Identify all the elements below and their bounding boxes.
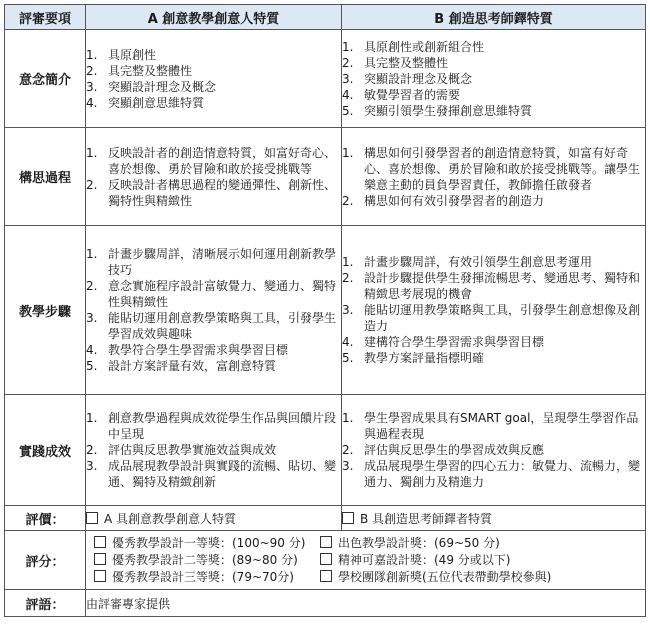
- item-number: 3.: [342, 71, 354, 86]
- list-item: [342, 442, 645, 458]
- row-teaching-steps: [5, 226, 646, 395]
- item-text: 計畫步驟周詳，清晰展示如何運用創新教學技巧: [108, 247, 337, 277]
- eval-option-b[interactable]: [342, 506, 646, 531]
- item-number: 5.: [342, 103, 354, 118]
- eval-option-b-label: B 具創造思考師鐸者特質: [360, 511, 493, 526]
- list-item: [86, 246, 341, 278]
- item-number: 2.: [86, 279, 98, 293]
- item-text: 能貼切運用創意教學策略與工具，引發學生學習成效與趣味: [108, 311, 337, 341]
- item-number: 4.: [86, 95, 98, 110]
- item-text: 反映設計者的創造情意特質，如富好奇心、喜於想像、勇於冒險和敢於接受挑戰等: [108, 145, 337, 176]
- item-number: 5.: [86, 359, 98, 373]
- eval-option-a[interactable]: [86, 506, 342, 531]
- criteria-list: [342, 39, 645, 119]
- rubric-table: [4, 4, 646, 617]
- list-item: [86, 442, 341, 458]
- list-item: [86, 79, 341, 95]
- item-number: 1.: [86, 411, 98, 425]
- list-item: [342, 410, 645, 442]
- score-option[interactable]: [94, 569, 320, 585]
- score-option[interactable]: [320, 535, 637, 551]
- row-evaluation: [5, 506, 646, 531]
- row-label: 實踐成效: [5, 395, 86, 506]
- item-number: 4.: [342, 87, 354, 102]
- item-text: 敏覺學習者的需要: [364, 87, 461, 102]
- item-text: 具原創性或創新組合性: [364, 39, 485, 54]
- item-text: 突顯設計理念及概念: [108, 79, 217, 94]
- item-text: 具完整及整體性: [108, 63, 193, 78]
- item-number: 1.: [86, 47, 98, 62]
- col-a-cell: [86, 128, 342, 226]
- col-a-cell: [86, 226, 342, 395]
- list-item: [86, 95, 341, 111]
- list-item: [342, 193, 645, 209]
- item-text: 評估與反思教學實施效益與成效: [108, 443, 277, 457]
- list-item: [86, 458, 341, 490]
- criteria-list: [86, 47, 341, 111]
- list-item: [342, 87, 645, 103]
- col-b-cell: [342, 226, 646, 395]
- score-option-label: 學校團隊創新獎(五位代表帶動學校參與): [338, 570, 552, 584]
- item-text: 構思如何引發學習者的創造情意特質，如富有好奇心、喜於想像、勇於冒險和敢於接受挑戰等。讓學生樂意主動的員負學習責任，教師擔任啟發者: [364, 145, 641, 192]
- item-number: 3.: [342, 303, 354, 317]
- criteria-list: [86, 145, 341, 209]
- item-text: 突顯創意思維特質: [108, 95, 205, 110]
- row-label: 評價：: [5, 506, 86, 531]
- list-item: [342, 254, 645, 270]
- row-label: 評分：: [5, 531, 86, 590]
- scoring-options: [86, 533, 645, 587]
- header-col-a: A 創意教學創意人特質: [86, 5, 342, 30]
- item-number: 1.: [86, 145, 98, 160]
- item-text: 反映設計者構思過程的變通彈性、創新性、獨特性與精緻性: [108, 177, 337, 208]
- row-scoring: [5, 531, 646, 590]
- list-item: [86, 177, 341, 209]
- criteria-list: [86, 410, 341, 490]
- item-text: 具原創性: [108, 47, 157, 62]
- checkbox[interactable]: [94, 536, 106, 548]
- header-criteria: 評審要項: [5, 5, 86, 30]
- col-a-cell: [86, 30, 342, 128]
- item-text: 成品展現教學設計與實踐的流暢、貼切、變通、獨特及精緻創新: [108, 459, 337, 489]
- row-label: 構思過程: [5, 128, 86, 226]
- item-text: 教學符合學生學習需求與學習目標: [108, 343, 289, 357]
- list-item: [86, 278, 341, 310]
- score-option-label: 優秀教學設計一等獎：(100~90 分): [112, 536, 306, 550]
- item-number: 3.: [342, 459, 354, 473]
- list-item: [342, 103, 645, 119]
- item-text: 建構符合學生學習需求與學習目標: [364, 335, 545, 349]
- item-number: 3.: [86, 459, 98, 473]
- col-b-cell: [342, 395, 646, 506]
- item-text: 能貼切運用教學策略與工具，引發學生創意想像及創造力: [364, 303, 641, 333]
- list-item: [86, 310, 341, 342]
- item-text: 具完整及整體性: [364, 55, 449, 70]
- item-text: 學生學習成果具有SMART goal，呈現學生學習作品與過程表現: [364, 411, 639, 441]
- score-option-label: 優秀教學設計二等獎：(89~80 分): [112, 553, 298, 567]
- criteria-list: [86, 246, 341, 374]
- item-text: 設計步驟提供學生發揮流暢思考、變通思考、獨特和精緻思考展現的機會: [364, 271, 641, 301]
- criteria-list: [342, 254, 645, 366]
- checkbox[interactable]: [320, 553, 332, 565]
- score-option-label: 優秀教學設計三等獎：(79~70分): [112, 570, 294, 584]
- checkbox-b[interactable]: [342, 512, 354, 524]
- list-item: [342, 302, 645, 334]
- checkbox[interactable]: [320, 570, 332, 582]
- checkbox[interactable]: [94, 570, 106, 582]
- item-text: 設計方案評量有效，富創意特質: [108, 359, 277, 373]
- item-number: 4.: [86, 343, 98, 357]
- list-item: [342, 71, 645, 87]
- item-number: 3.: [86, 79, 98, 94]
- list-item: [342, 145, 645, 193]
- row-ideation: [5, 128, 646, 226]
- col-b-cell: [342, 128, 646, 226]
- row-label: 評語：: [5, 590, 86, 617]
- row-outcomes: [5, 395, 646, 506]
- item-number: 2.: [86, 443, 98, 457]
- item-text: 突顯設計理念及概念: [364, 71, 473, 86]
- list-item: [86, 358, 341, 374]
- list-item: [86, 145, 341, 177]
- item-number: 1.: [342, 411, 354, 425]
- score-option-label: 出色教學設計獎：(69~50 分): [338, 536, 500, 550]
- col-b-cell: [342, 30, 646, 128]
- item-number: 2.: [342, 193, 354, 208]
- score-option[interactable]: [94, 552, 320, 568]
- list-item: [342, 55, 645, 71]
- list-item: [342, 39, 645, 55]
- item-text: 教學方案評量指標明確: [364, 351, 485, 365]
- row-label: 意念簡介: [5, 30, 86, 128]
- list-item: [342, 270, 645, 302]
- item-number: 1.: [86, 247, 98, 261]
- list-item: [86, 410, 341, 442]
- checkbox[interactable]: [94, 553, 106, 565]
- eval-option-a-label: A 具創意教學創意人特質: [104, 511, 237, 526]
- header-col-b: B 創造思考師鐸特質: [342, 5, 646, 30]
- list-item: [342, 334, 645, 350]
- item-text: 評估與反思學生的學習成效與反應: [364, 443, 545, 457]
- item-number: 2.: [86, 63, 98, 78]
- item-number: 2.: [342, 271, 354, 285]
- item-text: 創意教學過程與成效從學生作品與回饋片段中呈現: [108, 411, 337, 441]
- score-option[interactable]: [320, 552, 637, 568]
- criteria-list: [342, 145, 645, 209]
- row-comment: [5, 590, 646, 617]
- item-number: 2.: [86, 177, 98, 192]
- scoring-cell: [86, 531, 646, 590]
- list-item: [342, 458, 645, 490]
- checkbox[interactable]: [320, 536, 332, 548]
- item-number: 2.: [342, 55, 354, 70]
- score-option[interactable]: [94, 535, 320, 551]
- list-item: [86, 342, 341, 358]
- header-row: [5, 5, 646, 30]
- item-text: 計畫步驟周詳，有效引領學生創意思考運用: [364, 255, 593, 269]
- item-text: 構思如何有效引發學習者的創造力: [364, 193, 545, 208]
- col-a-cell: [86, 395, 342, 506]
- item-number: 4.: [342, 335, 354, 349]
- list-item: [342, 350, 645, 366]
- row-concept: [5, 30, 646, 128]
- item-number: 1.: [342, 255, 354, 269]
- checkbox-a[interactable]: [86, 512, 98, 524]
- row-label: 教學步驟: [5, 226, 86, 395]
- criteria-list: [342, 410, 645, 490]
- comment-text: 由評審專家提供: [86, 590, 646, 617]
- score-option-label: 精神可嘉設計獎：(49 分或以下): [338, 553, 511, 567]
- item-text: 成品展現學生學習的四心五力：敏覺力、流暢力，變通力、獨創力及精進力: [364, 459, 641, 489]
- score-option[interactable]: [320, 569, 637, 585]
- item-number: 5.: [342, 351, 354, 365]
- list-item: [86, 63, 341, 79]
- item-number: 1.: [342, 145, 354, 160]
- item-text: 意念實施程序設計富敏覺力、變通力、獨特性與精緻性: [108, 279, 337, 309]
- item-text: 突顯引領學生發揮創意思維特質: [364, 103, 533, 118]
- item-number: 2.: [342, 443, 354, 457]
- item-number: 3.: [86, 311, 98, 325]
- list-item: [86, 47, 341, 63]
- item-number: 1.: [342, 39, 354, 54]
